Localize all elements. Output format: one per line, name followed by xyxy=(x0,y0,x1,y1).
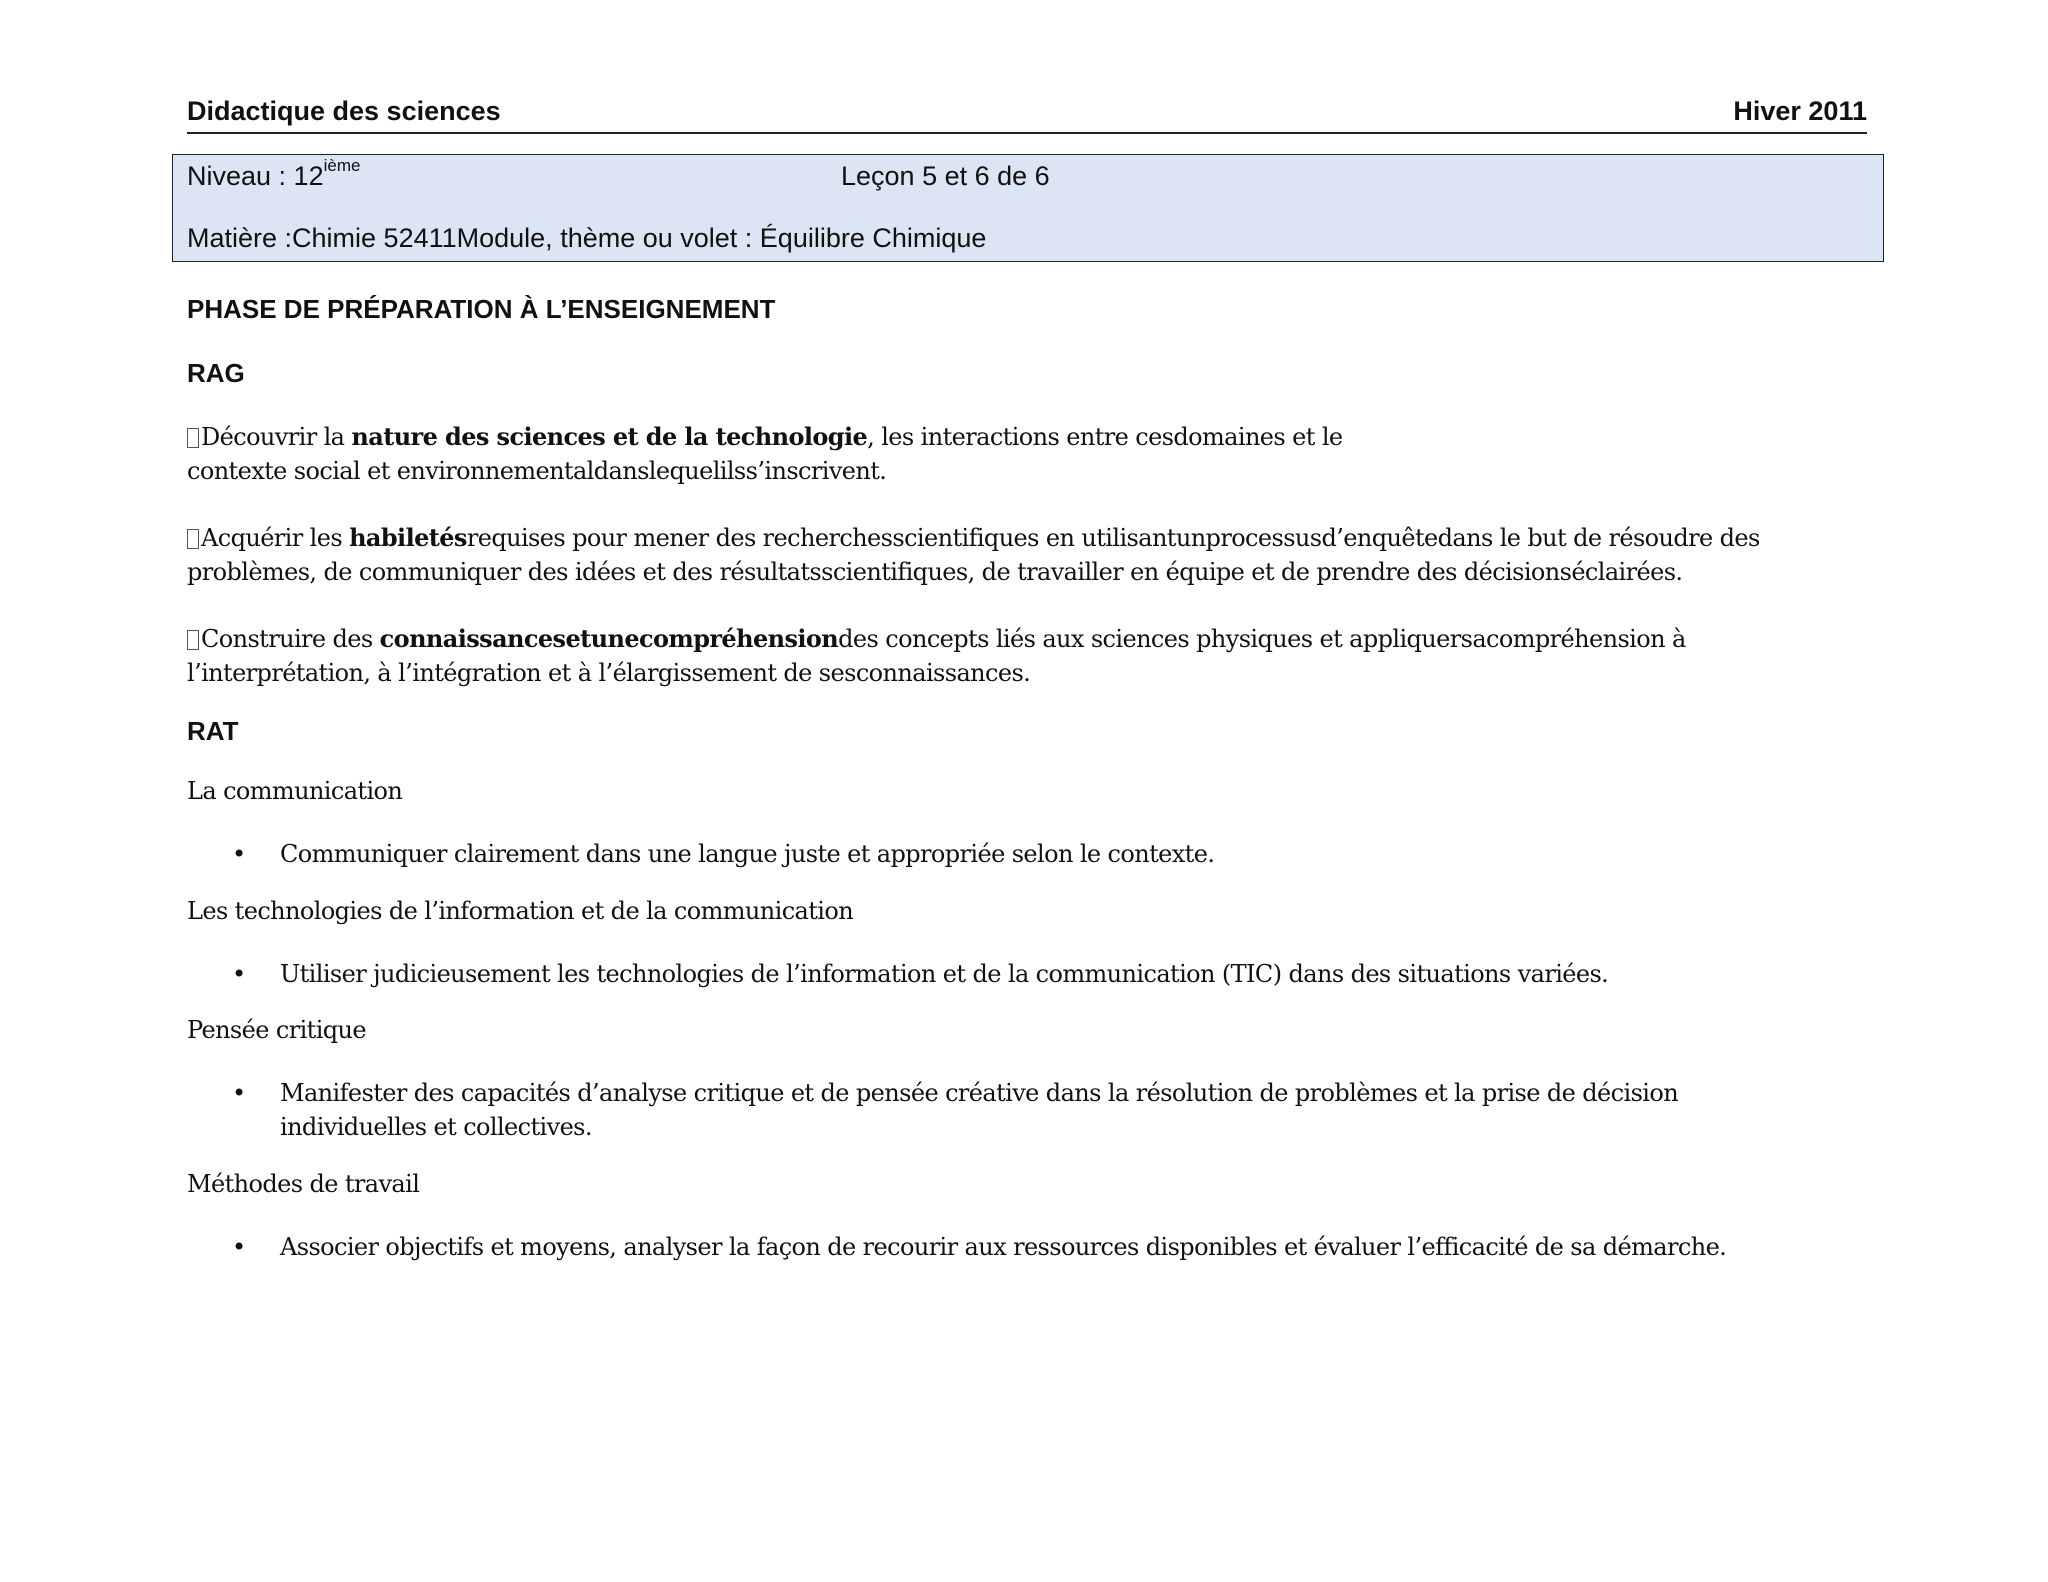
page-header xyxy=(187,96,1867,134)
bullet-icon: • xyxy=(232,960,246,988)
bullet-text: Utiliser judicieusement les technologies de l’information et de la communication (TIC) dans des situations variées. xyxy=(280,960,1609,988)
list-item xyxy=(232,957,1862,991)
list-item xyxy=(232,837,1862,871)
subject-module: Matière :Chimie 52411Module, thème ou volet : Équilibre Chimique xyxy=(187,223,987,253)
niveau-text: Niveau : 12 xyxy=(187,161,324,191)
rag-item-text: requises pour mener des recherchesscientifiques en utilisantunprocessusd’enquêtedans le but de résoudre des xyxy=(466,524,1760,552)
rag-item-text: Découvrir la xyxy=(201,423,352,451)
bullet-text-line: Manifester des capacités d’analyse critique et de pensée créative dans la résolution de problèmes et la prise de décision xyxy=(280,1079,1679,1107)
bullet-icon: • xyxy=(232,1079,246,1107)
rat-section-title: Méthodes de travail xyxy=(187,1170,420,1198)
list-item xyxy=(232,1230,1862,1264)
bullet-icon: • xyxy=(232,840,246,868)
rag-item-text: l’interprétation, à l’intégration et à l’élargissement de sesconnaissances. xyxy=(187,659,1031,687)
rag-heading: RAG xyxy=(187,358,245,388)
rat-section-title: Les technologies de l’information et de la communication xyxy=(187,897,854,925)
lesson-info-box xyxy=(172,154,1884,262)
rag-item-text: Acquérir les xyxy=(201,524,350,552)
rag-item-2 xyxy=(187,521,1867,589)
bullet-text: Associer objectifs et moyens, analyser la façon de recourir aux ressources disponibles et évaluer l’efficacité de sa démarche. xyxy=(280,1233,1727,1261)
bullet-text-line: individuelles et collectives. xyxy=(280,1113,592,1141)
list-item xyxy=(232,1076,1862,1144)
rag-item-text: , les interactions entre cesdomaines et le xyxy=(867,423,1343,451)
missing-glyph-icon xyxy=(187,630,199,650)
rat-section-title: Pensée critique xyxy=(187,1016,367,1044)
niveau-superscript: ième xyxy=(323,156,361,175)
rag-item-text: problèmes, de communiquer des idées et des résultatsscientifiques, de travailler en équipe et de prendre des décisionséclairées. xyxy=(187,558,1683,586)
bullet-text: Communiquer clairement dans une langue juste et appropriée selon le contexte. xyxy=(280,840,1215,868)
lesson-number: Leçon 5 et 6 de 6 xyxy=(841,161,1050,191)
rag-item-bold: habiletés xyxy=(349,523,467,552)
rag-item-3 xyxy=(187,622,1867,690)
bullet-text xyxy=(280,1076,1862,1144)
rag-item-1 xyxy=(187,420,1867,488)
rag-item-text: Construire des xyxy=(201,625,380,653)
niveau-label xyxy=(187,156,361,192)
rag-item-bold: nature des sciences et de la technologie xyxy=(351,422,868,451)
missing-glyph-icon xyxy=(187,428,199,448)
rat-section-title: La communication xyxy=(187,777,403,805)
rat-heading: RAT xyxy=(187,716,239,746)
rag-item-text: des concepts liés aux sciences physiques et appliquersacompréhension à xyxy=(838,625,1686,653)
rag-item-bold: connaissancesetunecompréhension xyxy=(379,624,839,653)
term-label: Hiver 2011 xyxy=(1733,96,1867,126)
bullet-icon: • xyxy=(232,1233,246,1261)
course-title: Didactique des sciences xyxy=(187,96,501,126)
phase-heading: PHASE DE PRÉPARATION À L’ENSEIGNEMENT xyxy=(187,294,776,324)
rag-item-text: contexte social et environnementaldanslequelilss’inscrivent. xyxy=(187,457,887,485)
missing-glyph-icon xyxy=(187,529,199,549)
